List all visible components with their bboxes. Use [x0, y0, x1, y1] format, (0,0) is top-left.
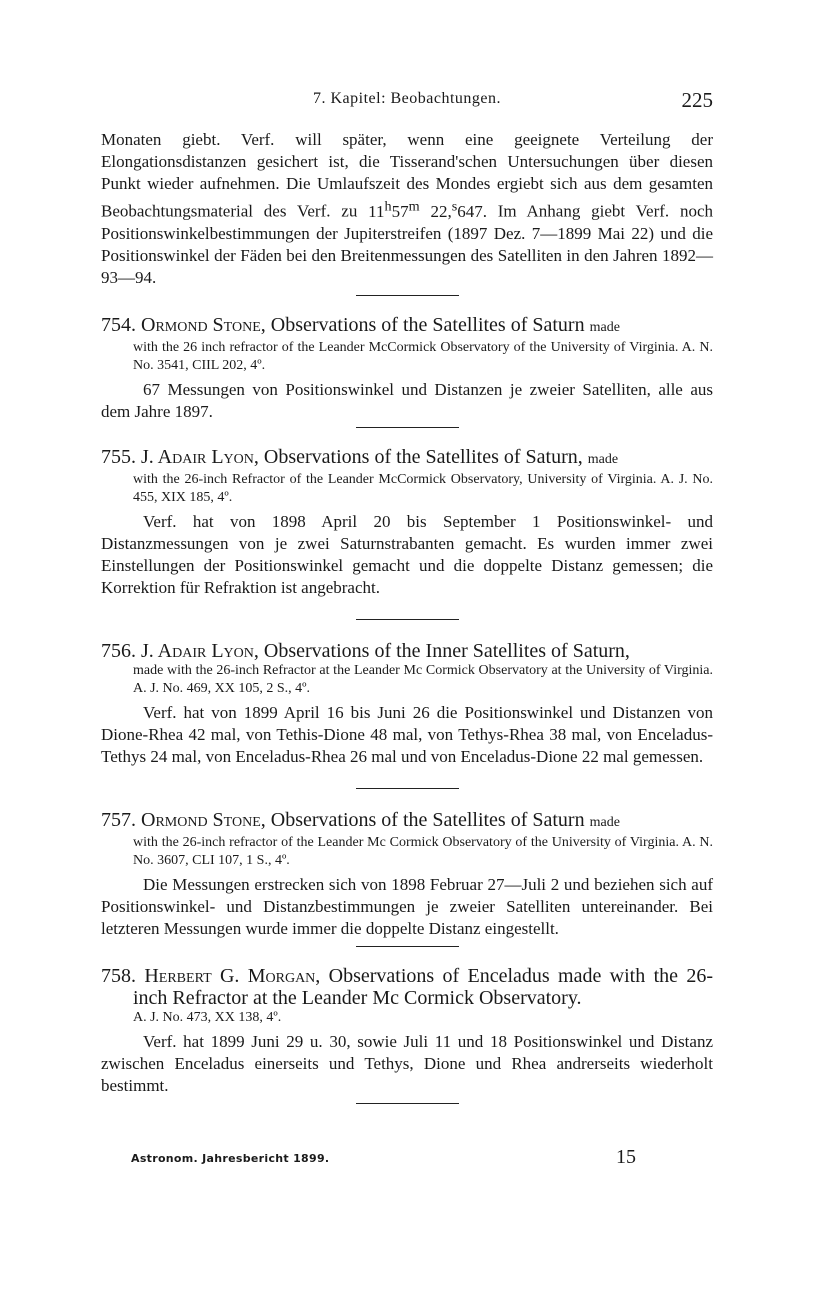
intro-paragraph — [101, 129, 713, 289]
entry-citation: with the 26 inch refractor of the Leander McCormick Observatory of the University of Virginia. A. N. No. 3541, CIIL 202, 4º. — [133, 339, 713, 373]
entry-heading: 756. J. Adair Lyon, Observations of the Inner Satellites of Saturn, — [101, 639, 630, 662]
bibliography-entry-758 — [101, 965, 713, 1097]
entry-title: Observations of the Inner Satellites of Saturn, — [263, 639, 630, 662]
bibliography-entry-755 — [101, 446, 713, 599]
entry-author: J. Adair Lyon, — [141, 445, 259, 468]
entry-heading: 758. Herbert G. Morgan, Observations of Enceladus made with the 26-inch Refractor at the Leander Mc Cormick Observatory. — [101, 964, 714, 1009]
page-number: 225 — [681, 88, 713, 112]
bibliography-entry-756 — [101, 640, 713, 768]
entry-author: Ormond Stone, — [141, 808, 266, 831]
entry-text: 67 Messungen von Positionswinkel und Distanzen je zweier Satelliten, alle aus dem Jahre 1897. — [101, 379, 713, 421]
entry-author: Herbert G. Morgan, — [144, 964, 321, 987]
entry-author: Ormond Stone, — [141, 313, 266, 336]
entry-text: Verf. hat 1899 Juni 29 u. 30, sowie Juli 11 und 18 Positionswinkel und Distanz zwischen Enceladus einerseits und Tethys, Dione und Rhea andrerseits wiederholt bestimmt. — [101, 1031, 713, 1095]
entry-heading: 755. J. Adair Lyon, Observations of the Satellites of Saturn, made — [101, 445, 619, 468]
entry-title: Observations of the Satellites of Saturn, — [263, 445, 583, 468]
entry-text: Verf. hat von 1899 April 16 bis Juni 26 die Positionswinkel und Distanzen von Dione-Rhea 42 mal, von Tethis-Dione 48 mal, von Tethys-Rhea 38 mal, von Enceladus-Tethys 24 mal, von Enceladus-Rhea 26 mal und von Enceladus-Dione 22 mal gemessen. — [101, 702, 713, 766]
page-footer — [131, 1146, 636, 1170]
running-header — [101, 90, 713, 114]
entry-heading: 754. Ormond Stone, Observations of the Satellites of Saturn made — [101, 313, 620, 336]
entry-text: Verf. hat von 1898 April 20 bis September 1 Positionswinkel- und Distanzmessungen von je zwei Saturnstrabanten gemacht. Es wurden immer zwei Einstellungen der Positionswinkel gemacht und die doppelte Distanz gemessen; die Korrektion für Refraktion ist angebracht. — [101, 511, 713, 597]
separator-rule — [356, 1103, 459, 1104]
entry-title: Observations of the Satellites of Saturn — [270, 313, 585, 336]
entry-heading: 757. Ormond Stone, Observations of the Satellites of Saturn made — [101, 808, 620, 831]
chapter-title: 7. Kapitel: Beobachtungen. — [312, 90, 502, 107]
intro-text-tail: Im Anhang giebt Verf. noch Positionswinkelbestimmungen der Jupiterstreifen (1897 Dez. 7—1899 Mai 22) und die Positionswinkel der Fäden bei den Breitenmessungen des Satelliten in den Jahren 1892—93—94. — [101, 201, 714, 287]
intro-text: Monaten giebt. Verf. will später, wenn eine geeignete Verteilung der Elongationsdistanzen gesichert ist, die Tisserand'schen Untersuchungen über diesen Punkt wieder aufnehmen. Die Umlaufszeit des Mondes ergiebt sich aus dem gesamten Beobachtungsmaterial des Verf. zu — [101, 130, 713, 221]
entry-citation: A. J. No. 473, XX 138, 4º. — [133, 1009, 282, 1025]
orbital-period: 11$^h$57$^m$ 22,$^s$647. — [368, 198, 487, 221]
entry-author: J. Adair Lyon, — [141, 639, 259, 662]
entry-citation: with the 26-inch Refractor of the Leander McCormick Observatory, University of Virginia. A. J. No. 455, XIX 185, 4º. — [133, 471, 713, 505]
signature-mark: 15 — [616, 1146, 636, 1168]
page-content — [101, 129, 713, 1104]
entry-citation: made with the 26-inch Refractor at the Leander Mc Cormick Observatory at the University of Virginia. A. J. No. 469, XX 105, 2 S., 4º. — [133, 662, 713, 696]
entry-title: Observations of the Satellites of Saturn — [270, 808, 585, 831]
bibliography-entry-754 — [101, 314, 713, 423]
publication-source: Astronom. Jahresbericht 1899. — [131, 1152, 330, 1165]
entry-citation: with the 26-inch refractor of the Leander Mc Cormick Observatory of the University of Virginia. A. N. No. 3607, CLI 107, 1 S., 4º. — [133, 834, 713, 868]
bibliography-entry-757 — [101, 809, 713, 940]
entry-title: Observations of Enceladus made with the 26-inch Refractor at the Leander Mc Cormick Observatory. — [133, 964, 714, 1009]
entry-text: Die Messungen erstrecken sich von 1898 Februar 27—Juli 2 und beziehen sich auf Positionswinkel- und Distanzbestimmungen je zweier Satelliten untereinander. Bei letzteren Messungen wurde immer die doppelte Distanz eingestellt. — [101, 874, 713, 938]
